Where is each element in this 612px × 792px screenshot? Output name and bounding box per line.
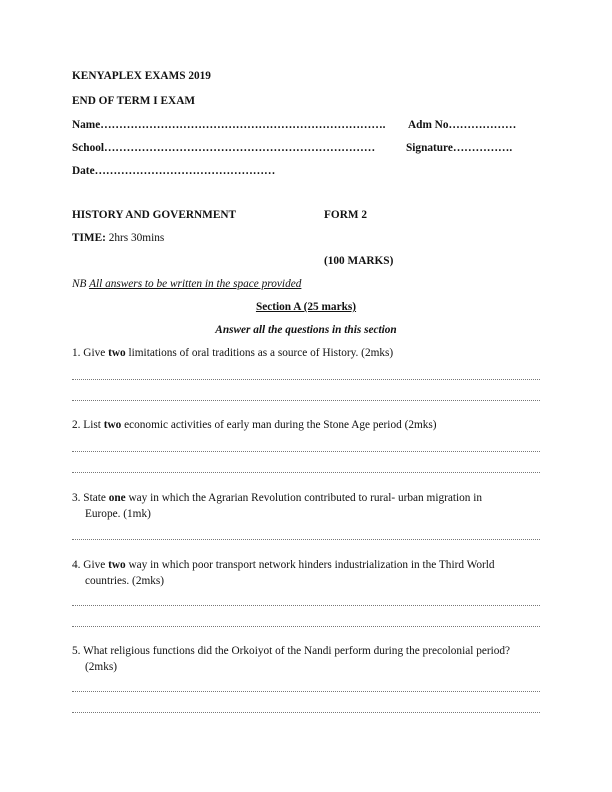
- question-3-text-end: way in which the Agrarian Revolution contributed to rural- urban migration in: [125, 492, 483, 504]
- subject-title: HISTORY AND GOVERNMENT: [72, 209, 237, 221]
- nb-prefix: NB: [72, 278, 90, 290]
- form-label: FORM 2: [324, 209, 367, 221]
- nb-instruction: [72, 278, 301, 290]
- question-5: [72, 645, 510, 657]
- question-4-continuation: countries. (2mks): [85, 575, 165, 587]
- question-2-text-end: economic activities of early man during the Stone Age period (2mks): [121, 419, 437, 431]
- question-5-text-start: 5. What religious functions did the Orkoiyot of the Nandi perform during the precolonial period?: [72, 645, 511, 657]
- signature-field[interactable]: Signature…………….: [406, 142, 513, 154]
- exam-name-title: END OF TERM I EXAM: [72, 95, 196, 107]
- question-3-text-start: 3. State: [72, 492, 109, 504]
- section-instruction: Answer all the questions in this section: [215, 324, 397, 336]
- exam-body-title: KENYAPLEX EXAMS 2019: [72, 70, 211, 82]
- time-label: TIME:: [72, 232, 106, 244]
- question-4-text-end: way in which poor transport network hinders industrialization in the Third World: [125, 559, 495, 571]
- answer-line[interactable]: [72, 626, 540, 627]
- adm-no-field[interactable]: Adm No………………: [408, 119, 517, 131]
- question-3-continuation: Europe. (1mk): [85, 508, 151, 520]
- question-1-text-end: limitations of oral traditions as a source of History. (2mks): [125, 347, 394, 359]
- answer-line[interactable]: [72, 379, 540, 380]
- school-field[interactable]: School………………………………………………………………: [72, 142, 376, 154]
- question-4: [72, 559, 495, 571]
- question-4-emphasis: two: [108, 559, 126, 571]
- answer-line[interactable]: [72, 539, 540, 540]
- question-3: [72, 492, 482, 504]
- total-marks: (100 MARKS): [324, 255, 394, 267]
- question-2: [72, 419, 437, 431]
- name-field[interactable]: Name………………………………………………………………….: [72, 119, 386, 131]
- nb-text: All answers to be written in the space provided: [89, 278, 302, 290]
- answer-line[interactable]: [72, 451, 540, 452]
- answer-line[interactable]: [72, 691, 540, 692]
- question-4-text-start: 4. Give: [72, 559, 109, 571]
- date-field[interactable]: Date…………………………………………: [72, 165, 276, 177]
- question-1-emphasis: two: [108, 347, 126, 359]
- question-2-emphasis: two: [103, 419, 122, 431]
- time-value: 2hrs 30mins: [105, 232, 165, 244]
- question-3-emphasis: one: [108, 492, 126, 504]
- answer-line[interactable]: [72, 605, 540, 606]
- answer-line[interactable]: [72, 712, 540, 713]
- time-line: [72, 232, 164, 244]
- answer-line[interactable]: [72, 472, 540, 473]
- answer-line[interactable]: [72, 400, 540, 401]
- question-2-text-start: 2. List: [72, 419, 104, 431]
- question-1: [72, 347, 393, 359]
- section-title: Section A (25 marks): [255, 301, 357, 313]
- question-5-continuation: (2mks): [85, 661, 118, 673]
- question-1-text-start: 1. Give: [72, 347, 109, 359]
